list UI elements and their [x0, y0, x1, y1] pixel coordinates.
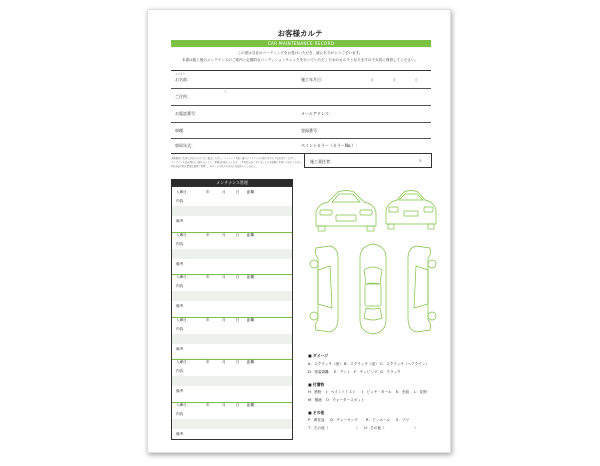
disclaimer-3: ※お客様の個人情報は適切に管理し、本サービス以外の目的には使用いたしません。 — [171, 165, 259, 168]
car-name-label[interactable]: 車種： — [175, 128, 187, 133]
staff-box[interactable] — [304, 153, 432, 168]
customer-info-table — [171, 70, 431, 154]
adhesion-title: ■ 付着物 — [308, 382, 325, 387]
car-left-side-view — [310, 246, 338, 332]
paint-color-label[interactable]: ペイントカラー（カラーNo.）： — [301, 143, 360, 148]
title-band — [171, 40, 431, 47]
email-label[interactable]: メールアドレス： — [301, 111, 333, 116]
car-diagram[interactable] — [308, 188, 438, 338]
date-year: 年 — [371, 79, 374, 82]
date-day: 日 — [415, 79, 418, 82]
other-title: ■ その他 — [308, 410, 325, 415]
maintenance-entry-6[interactable]: 入庫日： 年 月 日 距離： 内容： 備考： — [172, 400, 292, 445]
maintenance-entry-1[interactable]: 入庫日： 年 月 日 距離： 内容： 備考： — [172, 187, 292, 233]
postal-mark: 〒 — [224, 91, 227, 94]
car-top-view — [360, 244, 386, 334]
staff-seal: 印 — [419, 160, 422, 163]
band-title: CAR MAINTENANCE RECORD — [267, 41, 335, 46]
phone-label[interactable]: お電話番号： — [175, 111, 199, 116]
address-label[interactable]: ご住所： — [175, 94, 191, 99]
intro-line-1: この度は当社のコーティングをお受けいただき、誠にありがとうございます。 — [237, 51, 363, 55]
maintenance-entry-2[interactable]: 入庫日： 年 月 日 距離： 内容： 備考： — [172, 230, 292, 276]
maintenance-entry-3[interactable]: 入庫日： 年 月 日 距離： 内容： 備考： — [172, 272, 292, 318]
name-label[interactable]: お名前： — [175, 77, 191, 82]
maintenance-entry-5[interactable]: 入庫日： 年 月 日 距離： 内容： 備考： — [172, 357, 292, 403]
disclaimer-1: 記載事項にお誤りがないか今一度ご確認ください。コーティング施工後のメンテナンスの際に本カルテをお持ちください。 — [171, 157, 297, 160]
car-front-view — [316, 191, 376, 232]
maintenance-header: メンテナンス管理 — [171, 179, 293, 186]
damage-title: ■ ダメージ — [308, 353, 329, 358]
maintenance-table — [171, 186, 293, 440]
car-right-side-view — [408, 246, 436, 332]
reg-no-label[interactable]: 登録番号： — [301, 128, 321, 133]
maintenance-entry-4[interactable]: 入庫日： 年 月 日 距離： 内容： 備考： — [172, 315, 292, 361]
date-label[interactable]: 施工年月日： — [301, 77, 325, 82]
car-rear-view — [386, 191, 436, 230]
date-month: 月 — [393, 79, 396, 82]
disclaimer-2: メンテナンスは定期的に実施することで、効果が持続いたします。ご不明な点がございましたらお気軽にお問い合わせください。 — [171, 161, 304, 164]
staff-label: 施工責任者： — [310, 158, 334, 164]
furigana-label: フリガナ — [175, 73, 186, 76]
page-title: お客様カルテ — [277, 29, 323, 38]
model-year-label[interactable]: 車両年式： — [175, 143, 195, 148]
record-sheet: お客様カルテ CAR MAINTENANCE RECORD この度は当社のコーティングをお受けいただき、誠にありがとうございます。 本書は施工後のメンテナンスのご案内と定期的なコンディションチェックを行っていただくためのカルテとなりますので大切に保管してください。 フリガナ お名前： 施工年月日： 年 月 日 〒 ご住所： お電話番号： メールアドレス： 車種： 登録番号： 車両年式： ペイントカラー（カラーNo.）： 記載事項にお誤りがないか今一度ご確認ください。コーティング施工後のメンテナンスの際に本カルテをお持ちください。 メンテナンスは定期的に実施することで、効果が持続いたします。ご不明な点がございましたらお気軽にお問い合わせください。 ※お客様の個人情報は適切に管理し、本サービス以外の目的には使用いたしません。 施工責任者： 印 メンテナンス管理 入庫日： 年 月 日 距離： 内容： 備考： 入庫日： 年 月 日 距離： 内容： 備考： 入庫日： 年 月 日 距離： 内容： 備考： 入庫日： 年 月 日 距離： 内容： 備考： 入庫日： 年 月 日 距離： 内容： 備考： 入庫日： 年 月 日 距離： 内容： 備考： ■ ダメージ A：スクラッチ（深） B：スクラッチ（浅） C：スクラッチ（ヘアライン） D：塗装剥離 E：デント F：チッピング G：クラック ■ 付着物 H：鉄粉 I：ペイントミスト J：ピッチ・タール K：虫痕 L：花粉 M：樹液 O：ウォータースポット ■ その他 P：黄変血 Q：チューキング R：ピンホール S：ブツ T：その他（ ） U：その他（ ） — [147, 9, 451, 453]
intro-line-2: 本書は施工後のメンテナンスのご案内と定期的なコンディションチェックを行っていただくためのカルテとなりますので大切に保管してください。 — [181, 58, 419, 62]
